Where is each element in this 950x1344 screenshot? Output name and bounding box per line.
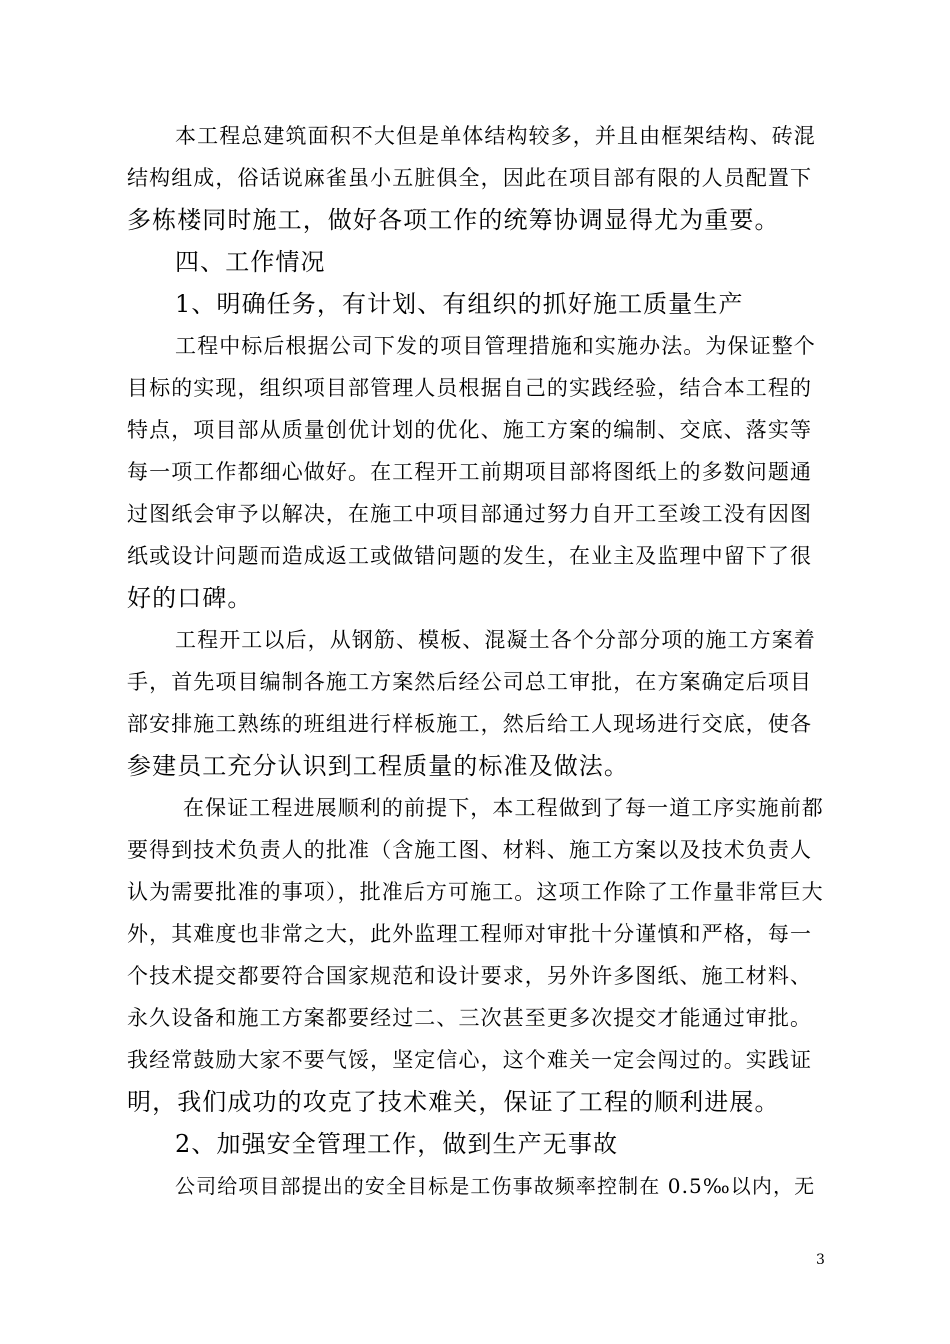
paragraph-line: 工程中标后根据公司下发的项目管理措施和实施办法。为保证整个 [175,334,816,358]
paragraph-line: 目标的实现，组织项目部管理人员根据自己的实践经验，结合本工程的 [127,376,813,400]
paragraph-line: 过图纸会审予以解决，在施工中项目部通过努力自开工至竣工没有因图 [127,502,813,526]
paragraph-line: 外，其难度也非常之大，此外监理工程师对审批十分谨慎和严格，每一 [127,922,813,946]
paragraph-line: 个技术提交都要符合国家规范和设计要求，另外许多图纸、施工材料、 [127,964,813,988]
paragraph-line: 要得到技术负责人的批准（含施工图、材料、施工方案以及技术负责人 [127,838,813,862]
paragraph-line: 好的口碑。 [127,584,253,612]
paragraph-line: 认为需要批准的事项），批准后方可施工。这项工作除了工作量非常巨大 [127,880,824,904]
subsection-heading: 1、明确任务，有计划、有组织的抓好施工质量生产 [175,290,744,318]
paragraph-line: 在保证工程进展顺利的前提下，本工程做到了每一道工序实施前都 [183,796,824,820]
paragraph-line: 公司给项目部提出的安全目标是工伤事故频率控制在 0.5‰以内，无 [175,1174,816,1198]
paragraph-line: 每一项工作都细心做好。在工程开工前期项目部将图纸上的多数问题通 [127,460,813,484]
section-heading: 四、工作情况 [175,248,326,276]
paragraph-line: 特点，项目部从质量创优计划的优化、施工方案的编制、交底、落实等 [127,418,813,442]
paragraph-line: 手，首先项目编制各施工方案然后经公司总工审批，在方案确定后项目 [127,670,813,694]
paragraph-line: 明，我们成功的攻克了技术难关，保证了工程的顺利进展。 [127,1088,780,1116]
paragraph-line: 多栋楼同时施工，做好各项工作的统筹协调显得尤为重要。 [127,206,780,234]
paragraph-line: 永久设备和施工方案都要经过二、三次甚至更多次提交才能通过审批。 [127,1006,813,1030]
paragraph-line: 结构组成，俗话说麻雀虽小五脏俱全，因此在项目部有限的人员配置下 [127,166,813,190]
paragraph-line: 工程开工以后，从钢筋、模板、混凝土各个分部分项的施工方案着 [175,628,816,652]
paragraph-line: 本工程总建筑面积不大但是单体结构较多，并且由框架结构、砖混 [175,124,816,148]
paragraph-line: 参建员工充分认识到工程质量的标准及做法。 [127,752,629,780]
subsection-heading: 2、加强安全管理工作，做到生产无事故 [175,1130,619,1158]
page-number: 3 [816,1252,825,1268]
paragraph-line: 我经常鼓励大家不要气馁，坚定信心，这个难关一定会闯过的。实践证 [127,1048,813,1072]
paragraph-line: 部安排施工熟练的班组进行样板施工，然后给工人现场进行交底，使各 [127,712,813,736]
paragraph-line: 纸或设计问题而造成返工或做错问题的发生，在业主及监理中留下了很 [127,544,813,568]
